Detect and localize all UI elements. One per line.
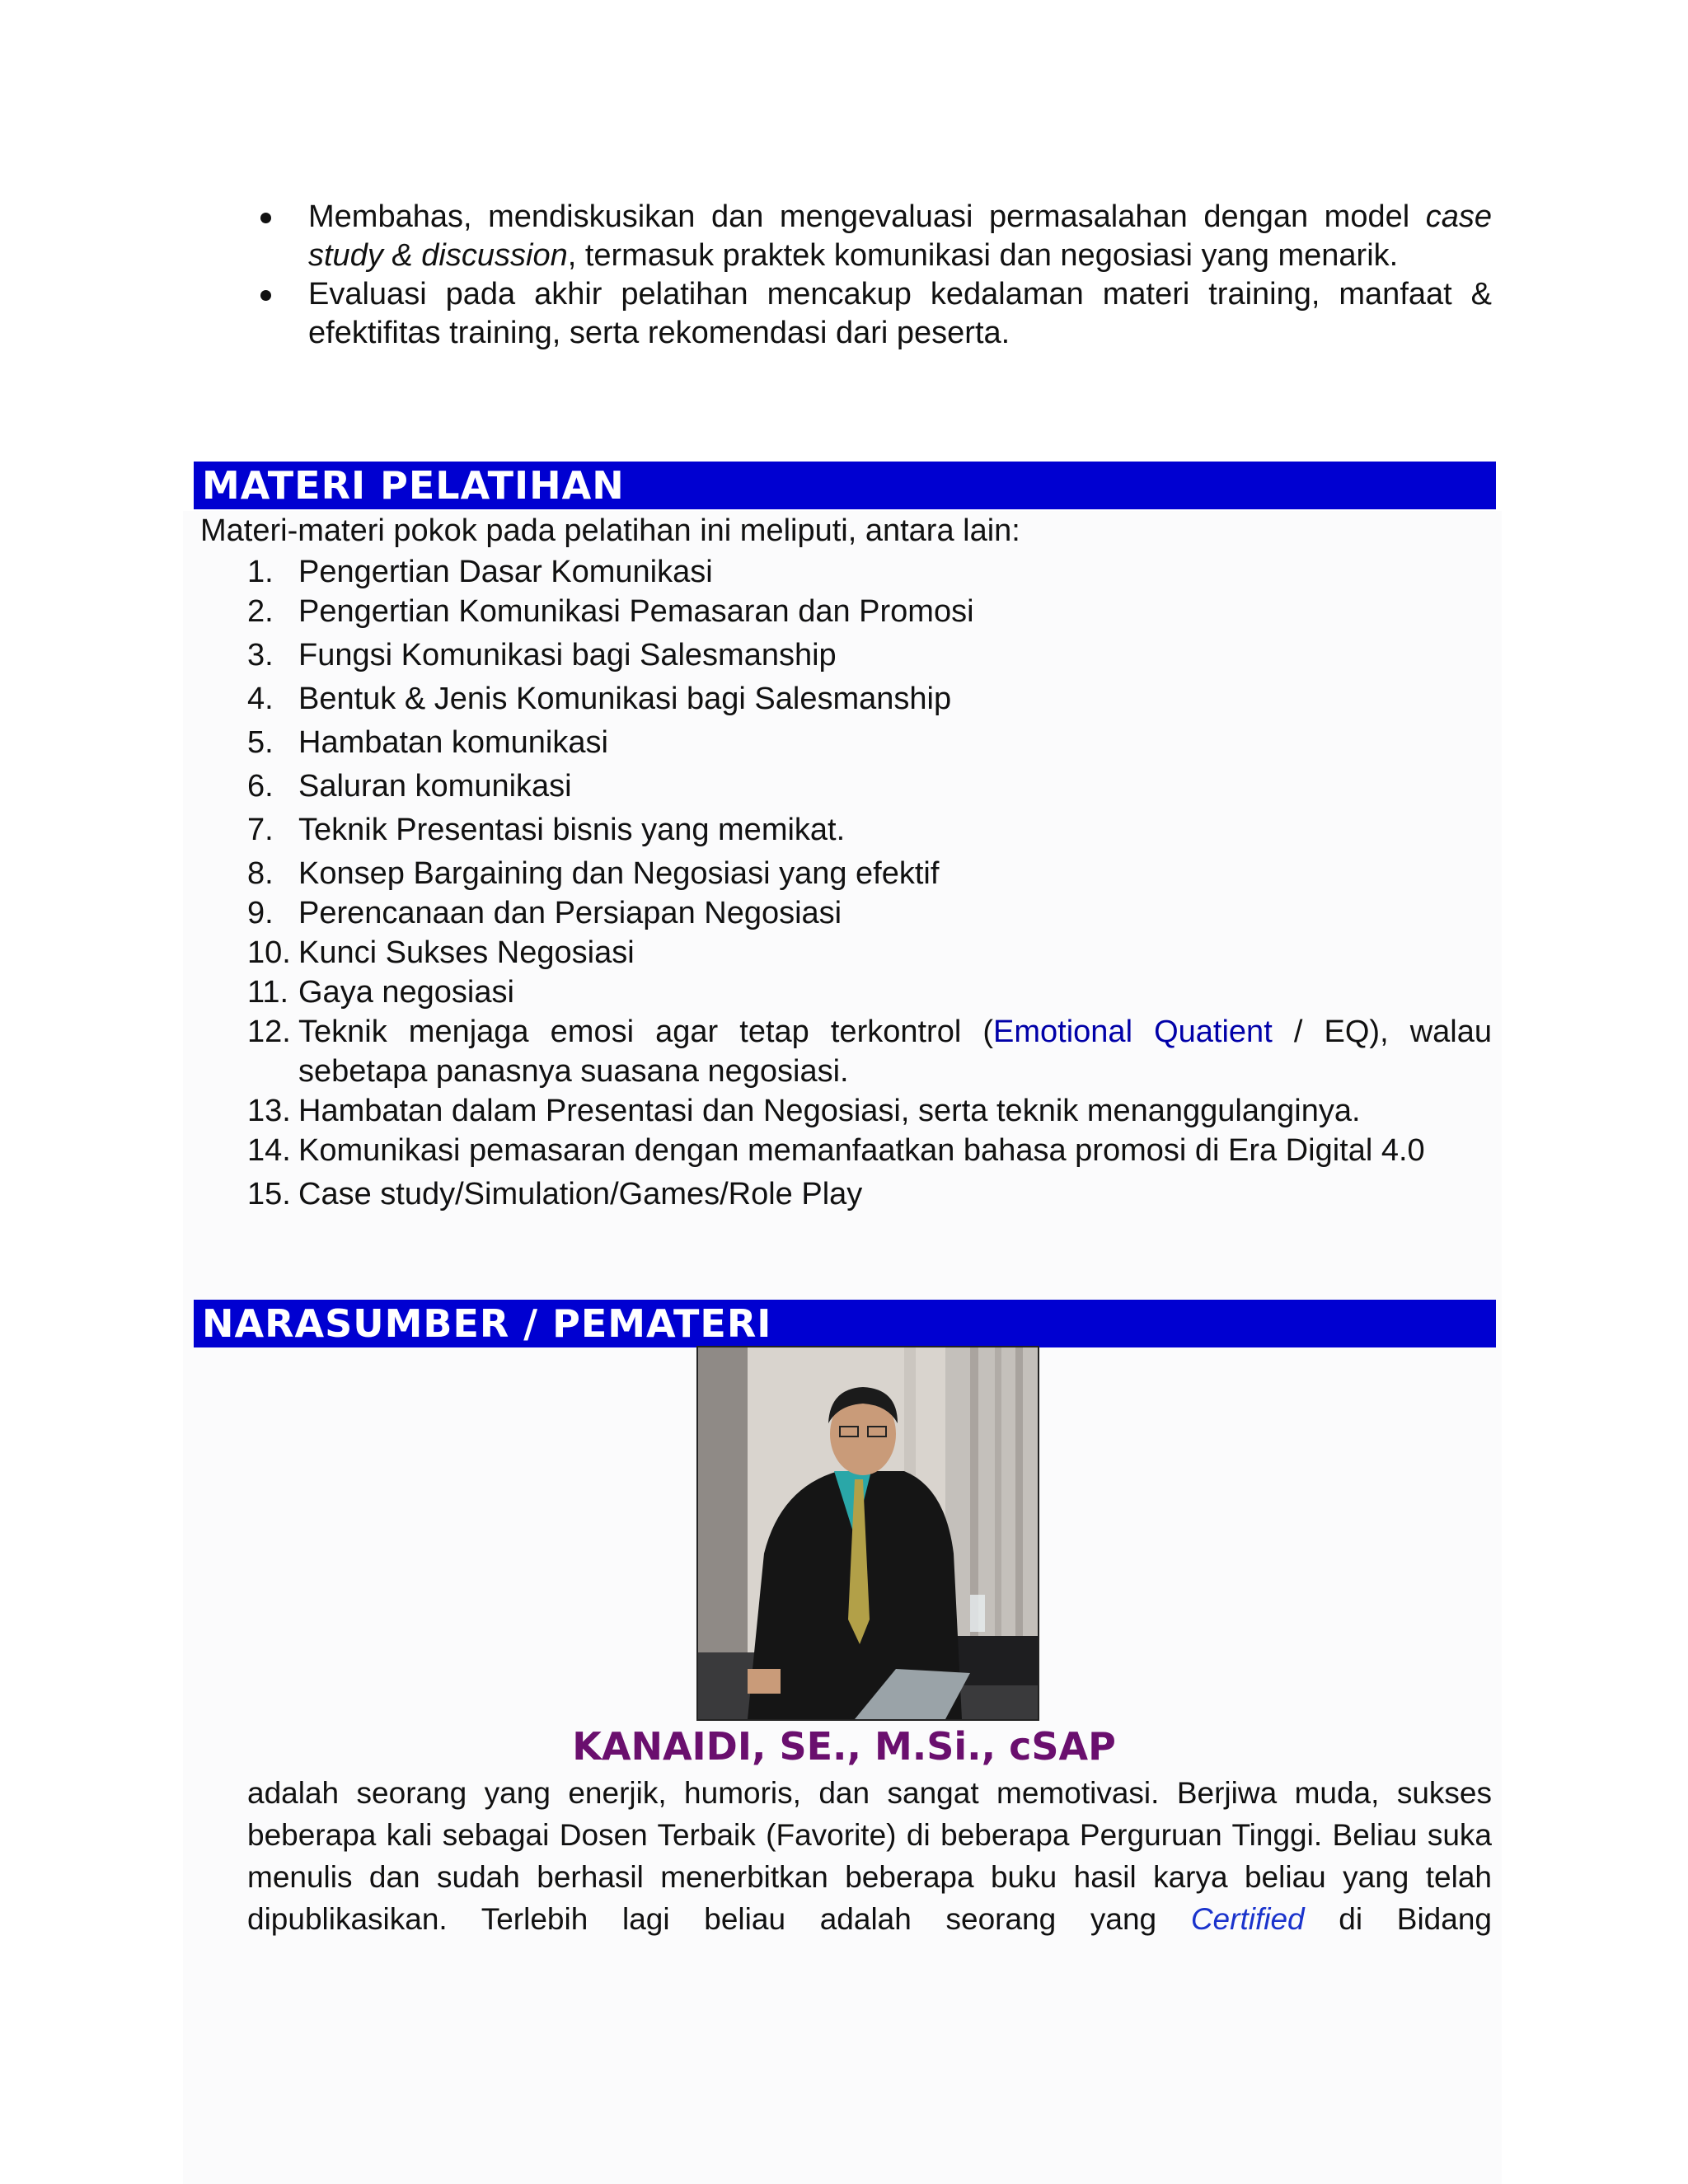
topic-item <box>247 893 1492 933</box>
speaker-photo <box>696 1346 1039 1721</box>
topic-text: Konsep Bargaining dan Negosiasi yang efektif <box>298 856 940 891</box>
topic-text: Saluran komunikasi <box>298 769 572 804</box>
materi-topic-list <box>247 552 1492 1214</box>
topic-item <box>247 1012 1492 1091</box>
bullet-item <box>247 275 1492 353</box>
topic-item <box>247 854 1492 893</box>
topic-text: Fungsi Komunikasi bagi Salesmanship <box>298 638 837 673</box>
bullet-item <box>247 198 1492 275</box>
topic-text: Pengertian Dasar Komunikasi <box>298 555 713 589</box>
emotional-quotient-highlight: Emotional Quatient <box>993 1015 1273 1049</box>
evaluation-bullets <box>247 198 1492 353</box>
speaker-name: KANAIDI, SE., M.Si., cSAP <box>572 1724 1116 1769</box>
bullet-dot-icon <box>260 290 271 301</box>
topic-number: 6. <box>247 769 274 804</box>
topic-item <box>247 933 1492 972</box>
topic-item <box>247 635 1492 675</box>
topic-item <box>247 723 1492 762</box>
topic-text: Komunikasi pemasaran dengan memanfaatkan bahasa promosi di Era Digital 4.0 <box>298 1133 1425 1168</box>
topic-number: 8. <box>247 856 274 891</box>
topic-text: Pengertian Komunikasi Pemasaran dan Promosi <box>298 594 974 629</box>
topic-number: 1. <box>247 555 274 589</box>
topic-item <box>247 1131 1492 1170</box>
topic-text: Bentuk & Jenis Komunikasi bagi Salesmanship <box>298 682 952 716</box>
topic-text-part: / EQ), walau sebetapa panasnya suasana negosiasi. <box>298 1015 1493 1089</box>
topic-item <box>247 552 1492 592</box>
topic-number: 7. <box>247 813 274 847</box>
topic-text: Hambatan komunikasi <box>298 725 608 760</box>
topic-text: Kunci Sukses Negosiasi <box>298 935 635 970</box>
bio-text: adalah seorang yang enerjik, humoris, dan sangat memotivasi. Berjiwa muda, sukses beberapa kali sebagai Dosen Terbaik (Favorite) di beberapa Perguruan Tinggi. Beliau suka menulis dan sudah berhasil menerbitkan beberapa buku hasil karya beliau yang telah dipublikasikan. Terlebih lagi beliau adalah seorang yang <box>247 1776 1492 1936</box>
topic-text-part: Teknik menjaga emosi agar tetap terkontrol ( <box>298 1015 994 1049</box>
topic-number: 14. <box>247 1133 291 1168</box>
topic-text: Hambatan dalam Presentasi dan Negosiasi, serta teknik menanggulanginya. <box>298 1094 1361 1128</box>
bullet-text-part: Membahas, mendiskusikan dan mengevaluasi permasalahan dengan model <box>308 199 1426 234</box>
topic-text: Perencanaan dan Persiapan Negosiasi <box>298 896 842 930</box>
topic-text: Teknik Presentasi bisnis yang memikat. <box>298 813 846 847</box>
topic-item <box>247 1091 1492 1131</box>
speaker-bio <box>247 1772 1492 1940</box>
topic-number: 12. <box>247 1015 291 1049</box>
topic-number: 15. <box>247 1177 291 1212</box>
bullet-text-part: , termasuk praktek komunikasi dan negosiasi yang menarik. <box>567 238 1399 273</box>
topic-number: 4. <box>247 682 274 716</box>
topic-text: Gaya negosiasi <box>298 975 514 1010</box>
topic-item <box>247 592 1492 631</box>
bullet-dot-icon <box>260 213 271 223</box>
topic-number: 9. <box>247 896 274 930</box>
topic-number: 3. <box>247 638 274 673</box>
certified-highlight: Certified <box>1190 1902 1305 1936</box>
topic-number: 2. <box>247 594 274 629</box>
materi-section-heading: MATERI PELATIHAN <box>194 462 1496 509</box>
topic-number: 13. <box>247 1094 291 1128</box>
topic-number: 11. <box>247 975 289 1010</box>
bullet-italic-text: case study & discussion <box>308 199 1492 273</box>
topic-item <box>247 810 1492 850</box>
topic-text: Case study/Simulation/Games/Role Play <box>298 1177 863 1212</box>
materi-intro: Materi-materi pokok pada pelatihan ini meliputi, antara lain: <box>200 513 1020 548</box>
bio-text-end: di Bidang <box>1304 1902 1492 1936</box>
topic-number: 10. <box>247 935 291 970</box>
narasumber-section-heading: NARASUMBER / PEMATERI <box>194 1300 1496 1347</box>
topic-item <box>247 679 1492 719</box>
topic-number: 5. <box>247 725 274 760</box>
topic-item <box>247 972 1492 1012</box>
bullet-text: Evaluasi pada akhir pelatihan mencakup kedalaman materi training, manfaat & efektifitas training, serta rekomendasi dari peserta. <box>308 277 1492 350</box>
topic-item <box>247 766 1492 806</box>
topic-item <box>247 1174 1492 1214</box>
